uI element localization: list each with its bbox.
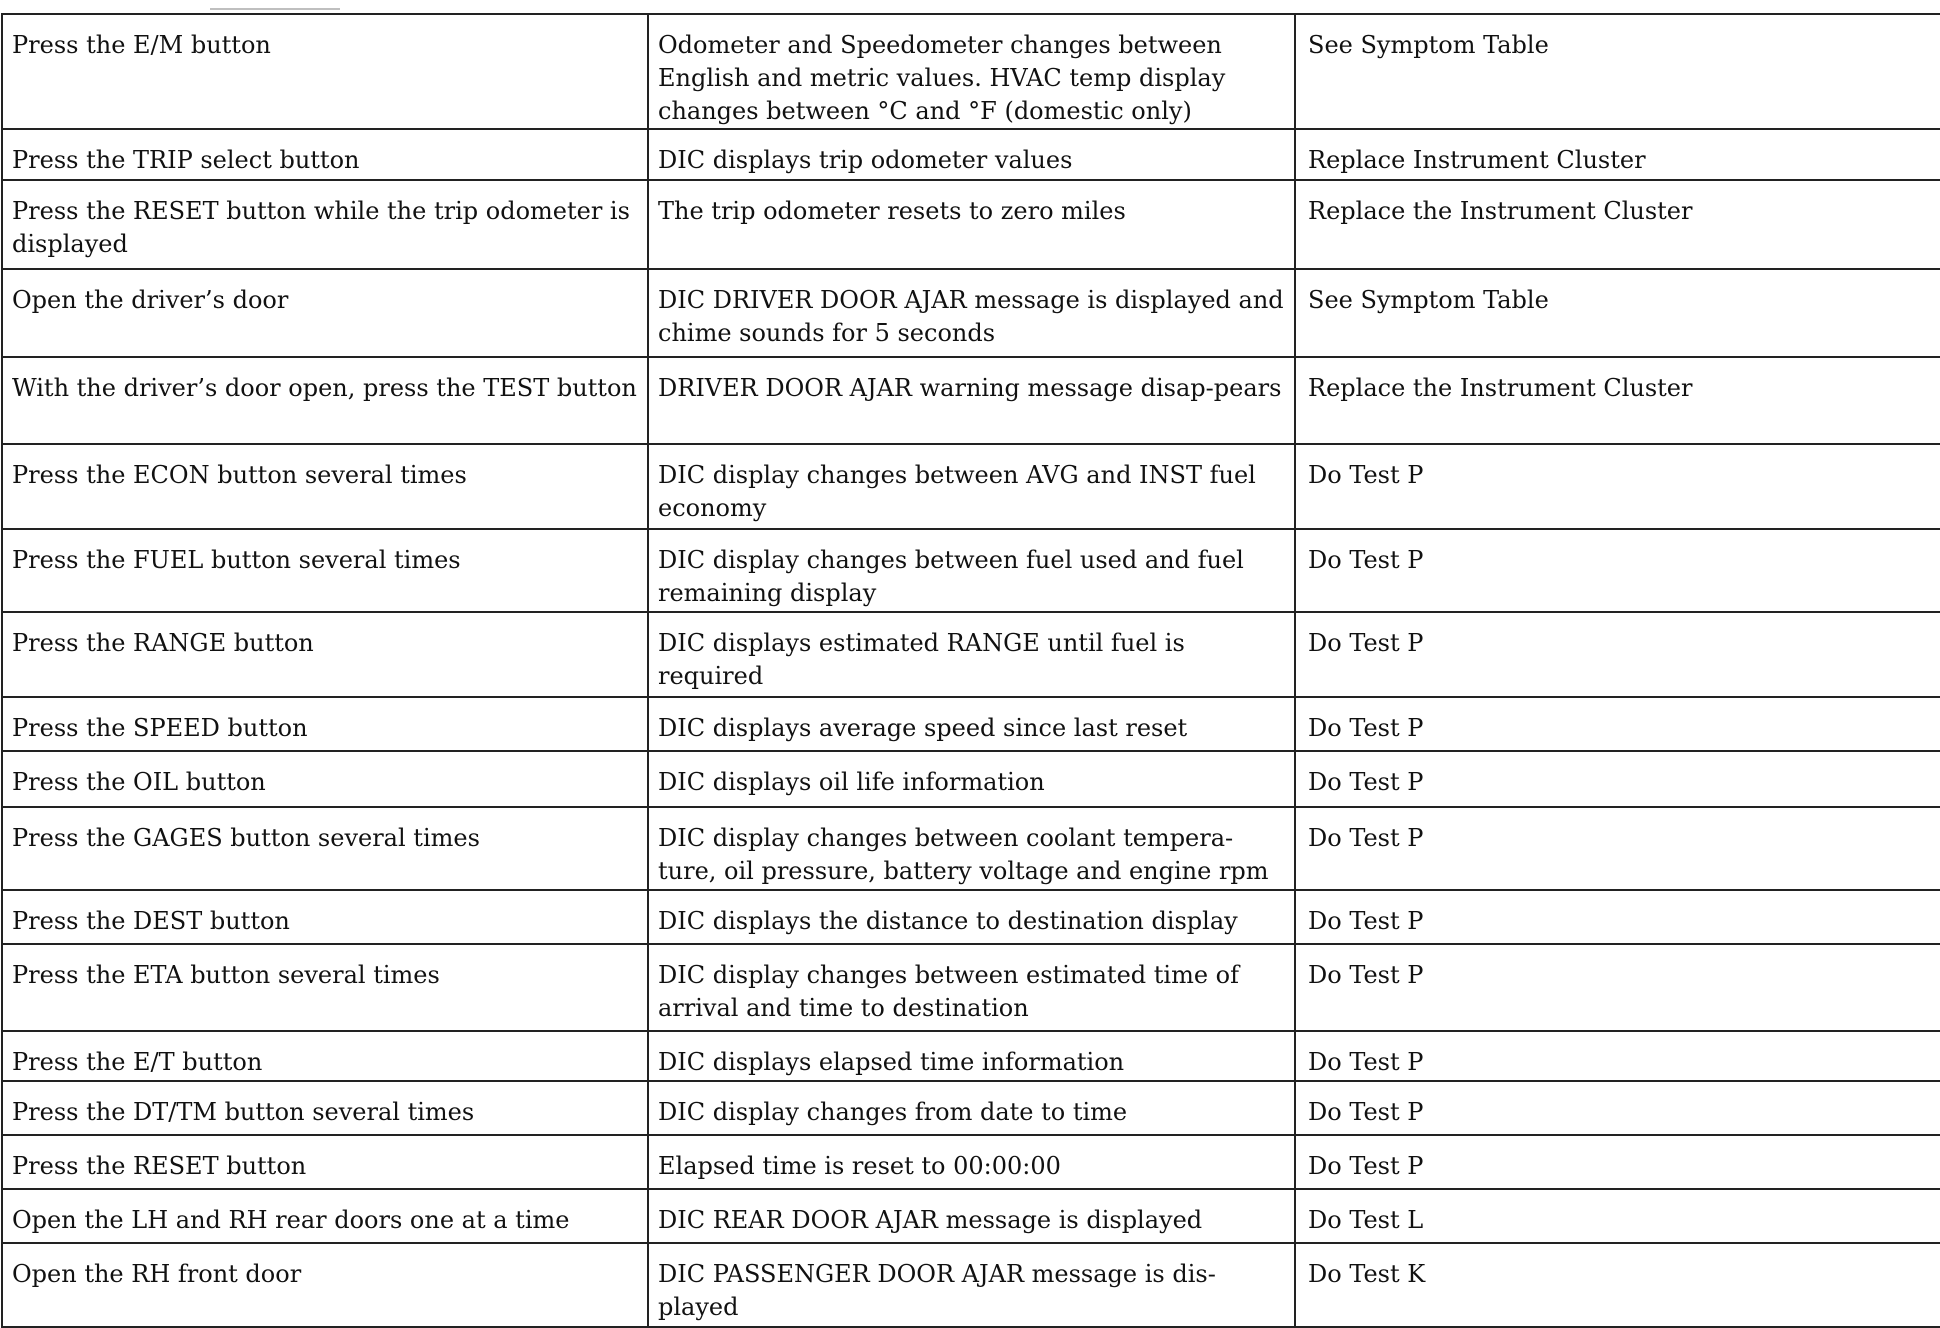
action-cell: Press the RANGE button — [2, 612, 648, 697]
result-cell: DIC displays average speed since last reset — [648, 697, 1295, 751]
action-cell: Press the E/T button — [2, 1031, 648, 1081]
table-row — [2, 14, 1940, 129]
next-step-cell: Do Test P — [1295, 1135, 1940, 1189]
table-row — [2, 129, 1940, 180]
action-cell: Open the LH and RH rear doors one at a time — [2, 1189, 648, 1243]
action-cell: Press the RESET button — [2, 1135, 648, 1189]
action-cell: Press the SPEED button — [2, 697, 648, 751]
result-cell: DIC DRIVER DOOR AJAR message is displayed and chime sounds for 5 seconds — [648, 269, 1295, 357]
result-cell: DIC displays the distance to destination display — [648, 890, 1295, 944]
table-row — [2, 1243, 1940, 1327]
action-cell: Press the FUEL button several times — [2, 529, 648, 612]
action-cell: Open the RH front door — [2, 1243, 648, 1327]
result-cell: The trip odometer resets to zero miles — [648, 180, 1295, 269]
result-cell: DIC displays trip odometer values — [648, 129, 1295, 180]
result-cell: DIC display changes between estimated time of arrival and time to destination — [648, 944, 1295, 1031]
action-cell: Press the DT/TM button several times — [2, 1081, 648, 1135]
next-step-cell: Do Test P — [1295, 944, 1940, 1031]
table-row — [2, 357, 1940, 444]
next-step-cell: Replace the Instrument Cluster — [1295, 357, 1940, 444]
next-step-cell: Do Test P — [1295, 751, 1940, 807]
action-cell: Press the ETA button several times — [2, 944, 648, 1031]
result-cell: DIC PASSENGER DOOR AJAR message is dis-played — [648, 1243, 1295, 1327]
next-step-cell: Replace the Instrument Cluster — [1295, 180, 1940, 269]
result-cell: Odometer and Speedometer changes between English and metric values. HVAC temp display changes between °C and °F (domestic only) — [648, 14, 1295, 129]
action-cell: Press the ECON button several times — [2, 444, 648, 529]
next-step-cell: Do Test P — [1295, 529, 1940, 612]
result-cell: DRIVER DOOR AJAR warning message disap-pears — [648, 357, 1295, 444]
result-cell: DIC displays elapsed time information — [648, 1031, 1295, 1081]
action-cell: Press the E/M button — [2, 14, 648, 129]
diagnostic-table-body — [2, 14, 1940, 1327]
table-row — [2, 697, 1940, 751]
table-row — [2, 1189, 1940, 1243]
action-cell: Press the GAGES button several times — [2, 807, 648, 890]
result-cell: DIC displays estimated RANGE until fuel is required — [648, 612, 1295, 697]
table-row — [2, 612, 1940, 697]
result-cell: Elapsed time is reset to 00:00:00 — [648, 1135, 1295, 1189]
result-cell: DIC display changes between coolant tempera-ture, oil pressure, battery voltage and engine rpm — [648, 807, 1295, 890]
result-cell: DIC display changes between AVG and INST fuel economy — [648, 444, 1295, 529]
action-cell: Press the RESET button while the trip odometer is displayed — [2, 180, 648, 269]
table-row — [2, 807, 1940, 890]
next-step-cell: Do Test P — [1295, 807, 1940, 890]
table-row — [2, 1135, 1940, 1189]
action-cell: Press the OIL button — [2, 751, 648, 807]
result-cell: DIC displays oil life information — [648, 751, 1295, 807]
next-step-cell: See Symptom Table — [1295, 14, 1940, 129]
result-cell: DIC display changes from date to time — [648, 1081, 1295, 1135]
top-edge-mark — [210, 8, 340, 10]
action-cell: Open the driver’s door — [2, 269, 648, 357]
next-step-cell: Do Test K — [1295, 1243, 1940, 1327]
next-step-cell: Do Test P — [1295, 1081, 1940, 1135]
table-row — [2, 269, 1940, 357]
result-cell: DIC display changes between fuel used and fuel remaining display — [648, 529, 1295, 612]
table-row — [2, 444, 1940, 529]
action-cell: Press the TRIP select button — [2, 129, 648, 180]
next-step-cell: Do Test P — [1295, 697, 1940, 751]
table-row — [2, 1031, 1940, 1081]
next-step-cell: Do Test P — [1295, 444, 1940, 529]
diagnostic-table — [1, 13, 1940, 1328]
table-row — [2, 944, 1940, 1031]
action-cell: With the driver’s door open, press the TEST button — [2, 357, 648, 444]
next-step-cell: Do Test P — [1295, 612, 1940, 697]
next-step-cell: Do Test P — [1295, 1031, 1940, 1081]
table-row — [2, 890, 1940, 944]
action-cell: Press the DEST button — [2, 890, 648, 944]
table-row — [2, 1081, 1940, 1135]
next-step-cell: Do Test L — [1295, 1189, 1940, 1243]
next-step-cell: See Symptom Table — [1295, 269, 1940, 357]
table-row — [2, 180, 1940, 269]
result-cell: DIC REAR DOOR AJAR message is displayed — [648, 1189, 1295, 1243]
table-row — [2, 529, 1940, 612]
next-step-cell: Replace Instrument Cluster — [1295, 129, 1940, 180]
table-row — [2, 751, 1940, 807]
next-step-cell: Do Test P — [1295, 890, 1940, 944]
